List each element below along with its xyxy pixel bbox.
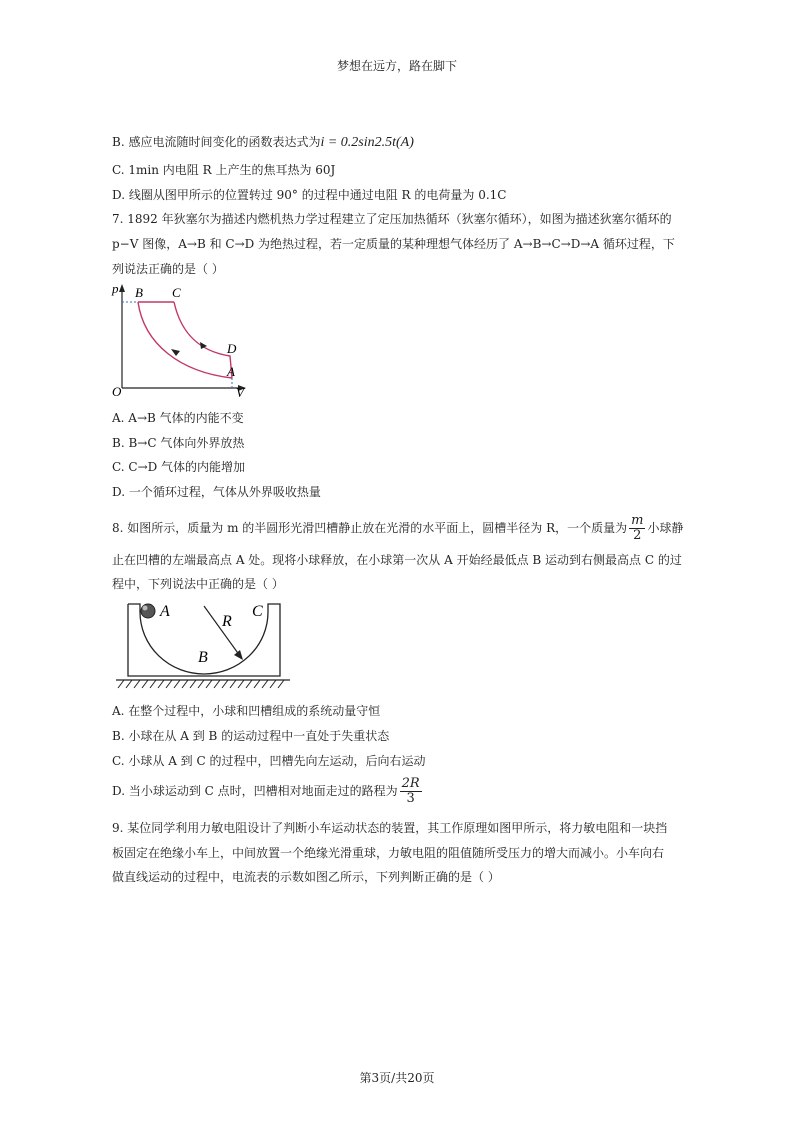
radius-arrow-icon (234, 650, 243, 660)
point-c-label: C (172, 285, 181, 300)
point-a-label: A (227, 364, 235, 379)
page-footer-number: 第3页/共20页 (359, 1071, 435, 1085)
q8-stem-line-1-text: 8. 如图所示，质量为 m 的半圆形光滑凹槽静止放在光滑的水平面上，圆槽半径为 R，一个质量为 (112, 521, 628, 535)
groove-left-wall (128, 604, 140, 612)
origin-label: O (112, 384, 122, 398)
q7-option-c: C. C→D 气体的内能增加 (112, 460, 246, 474)
point-c-label: C (252, 603, 263, 620)
point-b-label: B (135, 285, 143, 300)
q9-stem-line-2: 板固定在绝缘小车上，中间放置一个绝缘光滑重球，力敏电阻的阻值随所受压力的增大而减小。小车向右 (112, 846, 665, 860)
process-c-to-d (174, 302, 232, 378)
q8-stem-line-2: 止在凹槽的左端最高点 A 处。现将小球释放，在小球第一次从 A 开始经最低点 B 运动到右侧最高点 C 的过 (112, 553, 682, 567)
p-axis-arrow-icon (119, 284, 125, 292)
q8-option-a: A. 在整个过程中，小球和凹槽组成的系统动量守恒 (112, 704, 381, 718)
point-d-label: D (227, 341, 237, 356)
point-a-label: A (160, 603, 170, 620)
q7-stem-line-2: p−V 图像，A→B 和 C→D 为绝热过程，若一定质量的某种理想气体经历了 A→B→C→D→A 循环过程，下 (112, 237, 675, 251)
q8-option-c: C. 小球从 A 到 C 的过程中，凹槽先向左运动，后向右运动 (112, 754, 426, 768)
q8-stem-line-3: 程中，下列说法中正确的是（ ） (112, 577, 284, 591)
ball (141, 604, 155, 618)
radius-label: R (222, 613, 232, 630)
q7-stem-line-3: 列说法正确的是（ ） (112, 262, 224, 276)
q6-option-b (112, 134, 414, 151)
q6-option-c: C. 1min 内电阻 R 上产生的焦耳热为 60J (112, 163, 336, 177)
fraction-numerator: 2R (401, 776, 420, 791)
q8-stem-line-1-end: 小球静 (647, 521, 684, 535)
q7-pv-diagram (108, 282, 250, 398)
q8-option-b: B. 小球在从 A 到 B 的运动过程中一直处于失重状态 (112, 729, 390, 743)
q6-option-b-text: B. 感应电流随时间变化的函数表达式为 (112, 135, 321, 149)
q8-option-d-text: D. 当小球运动到 C 点时，凹槽相对地面走过的路程为 (112, 784, 398, 798)
q9-stem-line-3: 做直线运动的过程中，电流表的示数如图乙所示，下列判断正确的是（ ） (112, 870, 500, 884)
ground-hatching (118, 680, 284, 688)
fraction-numerator: m (631, 513, 644, 528)
process-a-to-b (138, 302, 232, 378)
q8-groove-diagram (112, 598, 294, 692)
q6-option-b-formula: i = 0.2sin2.5t(A) (320, 135, 414, 150)
fraction-denominator: 2 (633, 528, 642, 543)
fraction-denominator: 3 (406, 791, 415, 806)
v-axis-label: V (236, 385, 244, 398)
q9-stem-line-1: 9. 某位同学利用力敏电阻设计了判断小车运动状态的装置，其工作原理如图甲所示，将力敏电阻和一块挡 (112, 821, 668, 835)
q8-option-d (112, 777, 424, 806)
ab-direction-arrow-icon (171, 349, 180, 356)
q8-ball-mass-fraction (629, 514, 645, 543)
p-axis-label: p (112, 282, 119, 296)
q7-option-a: A. A→B 气体的内能不变 (112, 411, 244, 425)
ball-highlight (143, 606, 148, 611)
page-header-motto: 梦想在远方，路在脚下 (336, 59, 457, 73)
q7-option-b: B. B→C 气体向外界放热 (112, 436, 245, 450)
q8-stem-line-1 (112, 514, 683, 543)
q8-option-d-fraction (400, 777, 422, 806)
point-b-label: B (198, 649, 208, 666)
q6-option-d: D. 线圈从图甲所示的位置转过 90° 的过程中通过电阻 R 的电荷量为 0.1C (112, 188, 507, 202)
q7-option-d: D. 一个循环过程，气体从外界吸收热量 (112, 485, 321, 499)
q7-stem-line-1: 7. 1892 年狄塞尔为描述内燃机热力学过程建立了定压加热循环（狄塞尔循环），如图为描述狄塞尔循环的 (112, 212, 672, 226)
